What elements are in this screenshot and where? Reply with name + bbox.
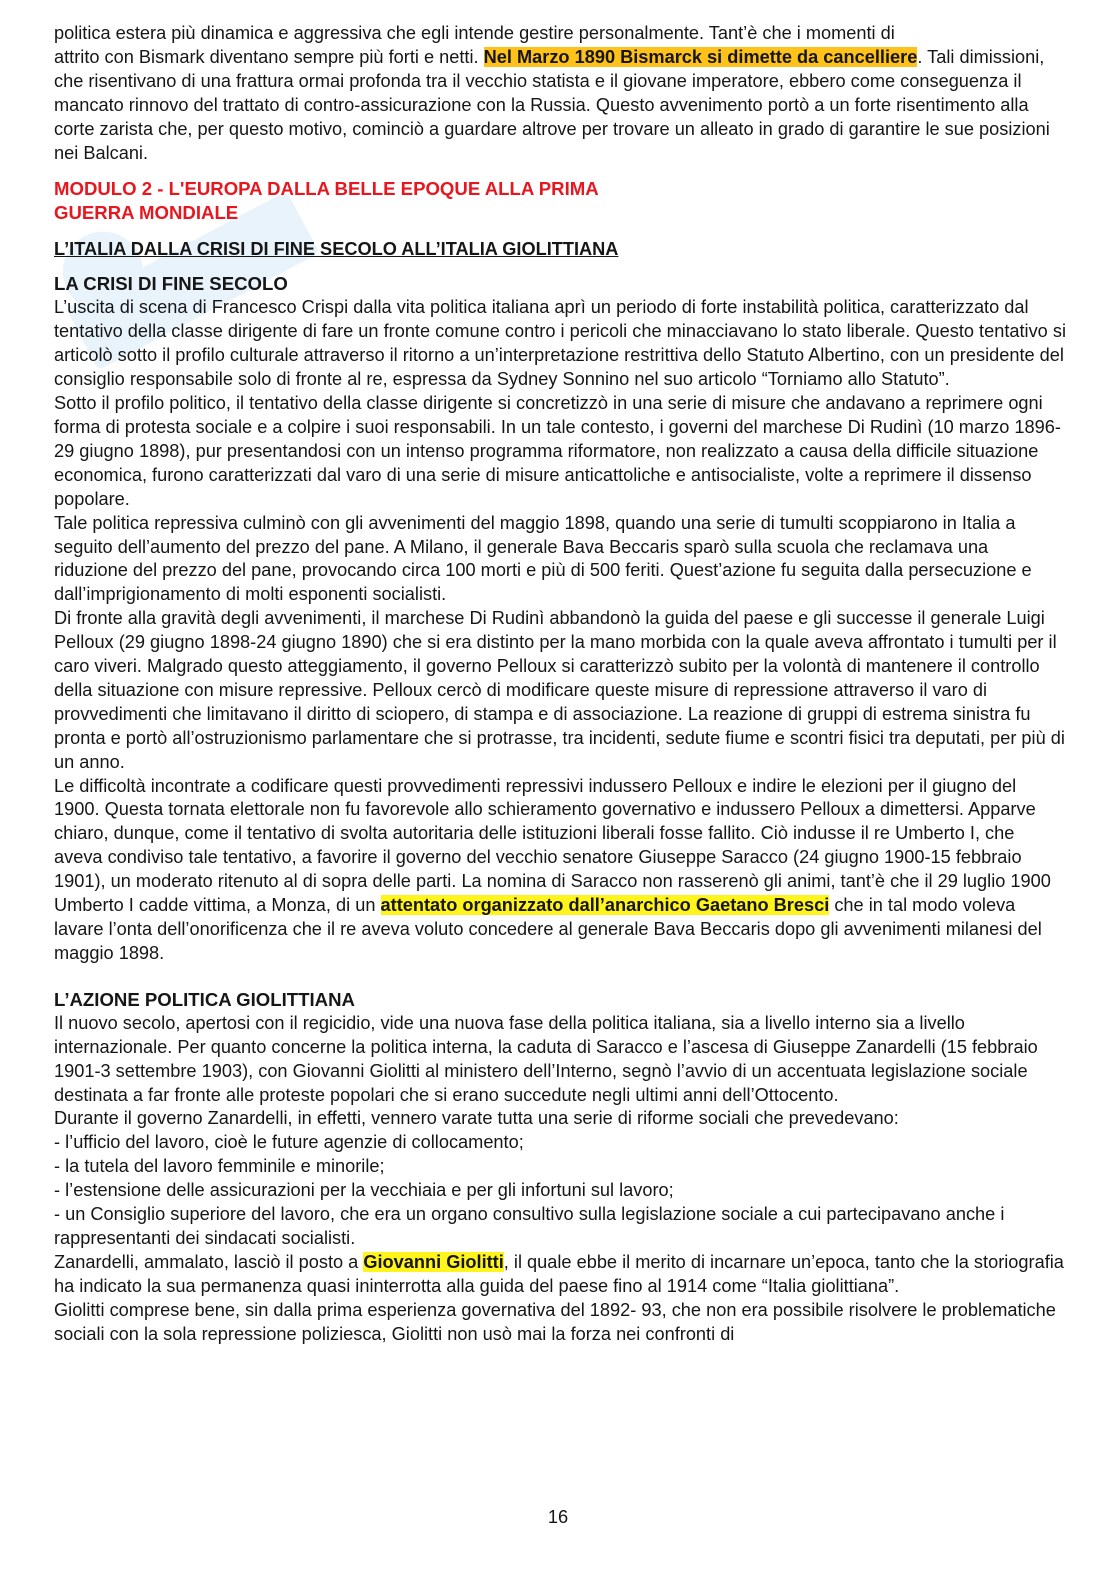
- reform-list-item-1: - l’ufficio del lavoro, cioè le future agenzie di collocamento;: [54, 1132, 524, 1153]
- reform-list-item-2: - la tutela del lavoro femminile e minorile;: [54, 1156, 385, 1177]
- page-number: 16: [547, 1507, 569, 1527]
- giolitti-3-text-before: Zanardelli, ammalato, lasciò il posto a: [54, 1251, 359, 1272]
- crisis-paragraph-3: Tale politica repressiva culminò con gli avvenimenti del maggio 1898, quando una serie di tumulti scoppiarono in Italia a seguito dell’aumento del prezzo del pane. A Milano, il generale Bava Beccaris sparò sulla scuola che reclamava una riduzione del prezzo del pane, provocando circa 100 morti e più di 500 feriti. Quest’azione fu seguita dalla persecuzione e dall’imprigionamento di molti esponenti socialisti.: [54, 512, 1032, 605]
- module-heading-line-1: MODULO 2 - L'EUROPA DALLA BELLE EPOQUE ALLA PRIMA: [54, 178, 599, 200]
- highlight-giolitti: Giovanni Giolitti: [363, 1251, 504, 1272]
- intro-line-2: attrito con Bismark diventano sempre più forti e netti.: [54, 46, 479, 67]
- crisis-paragraph-4: Di fronte alla gravità degli avvenimenti, il marchese Di Rudinì abbandonò la guida del paese e gli successe il generale Luigi Pelloux (29 giugno 1898-24 giugno 1890) che si era distinto per la mano morbida con la quale aveva affrontato i tumulti per il caro viveri. Malgrado questo atteggiamento, il governo Pelloux si caratterizzò subito per la volontà di mantenere il controllo della situazione con misure repressive. Pelloux cercò di modificare queste misure di repressione attraverso il varo di provvedimenti che limitavano il diritto di sciopero, di stampa e di associazione. La reazione di gruppi di estrema sinistra fu pronta e portò all’ostruzionismo parlamentare che si protrasse, tra incidenti, sedute fiume e scontri fisici tra deputati, per più di un anno.: [54, 608, 1065, 772]
- module-heading-line-2: GUERRA MONDIALE: [54, 202, 239, 224]
- crisis-paragraph-5: [54, 775, 1066, 966]
- section-heading-giolitti: L’AZIONE POLITICA GIOLITTIANA: [54, 988, 355, 1010]
- highlight-bismarck: Nel Marzo 1890 Bismarck si dimette da cancelliere: [483, 46, 918, 67]
- giolitti-paragraph-2: Durante il governo Zanardelli, in effetti, vennero varate tutta una serie di riforme sociali che prevedevano:: [54, 1108, 899, 1129]
- highlight-bresci: attentato organizzato dall’anarchico Gaetano Bresci: [380, 895, 830, 916]
- crisis-paragraph-2: Sotto il profilo politico, il tentativo della classe dirigente si concretizzò in una serie di misure che andavano a reprimere ogni forma di protesta sociale e a colpire i suoi responsabili. In un tale contesto, i governi del marchese Di Rudinì (10 marzo 1896-29 giugno 1898), pur presentandosi con un intenso programma riformatore, non realizzato a causa della difficile situazione economica, furono caratterizzati dal varo di una serie di misure anticattoliche e antisocialiste, volte a reprimere il dissenso popolare.: [54, 393, 1061, 509]
- giolitti-paragraph-4: Giolitti comprese bene, sin dalla prima esperienza governativa del 1892- 93, che non era possibile risolvere le problematiche sociali con la sola repressione poliziesca, Giolitti non usò mai la forza nei confronti di: [54, 1299, 1056, 1344]
- intro-rest: Tali dimissioni, che risentivano di una frattura ormai profonda tra il vecchio statista e il giovane imperatore, ebbero come conseguenza il mancato rinnovo del trattato di contro-assicurazione con la Russia. Questo avvenimento portò a un forte risentimento alla corte zarista che, per questo motivo, cominciò a guardare altrove per trovare un alleato in grado di garantire le sue posizioni nei Balcani.: [54, 46, 1050, 163]
- section-heading-crisis: LA CRISI DI FINE SECOLO: [54, 273, 288, 295]
- crisis-5-text-before: Le difficoltà incontrate a codificare questi provvedimenti repressivi indussero Pelloux e indire le elezioni per il giugno del 1900. Questa tornata elettorale non fu favorevole allo schieramento governativo e indussero Pelloux a dimettersi. Apparve chiaro, dunque, come il tentativo di svolta autoritaria delle istituzioni liberali fosse fallito. Ciò indusse il re Umberto I, che aveva condiviso tale tentativo, a favorire il governo del vecchio senatore Giuseppe Saracco (24 giugno 1900-15 febbraio 1901), un moderato ritenuto al di sopra delle parti. La nomina di Saracco non rasserenò gli animi, tant’è che il 29 luglio 1900 Umberto I cadde vittima, a Monza, di un: [54, 775, 1051, 916]
- crisis-paragraph-1: L’uscita di scena di Francesco Crispi dalla vita politica italiana aprì un periodo di forte instabilità politica, caratterizzato dal tentativo della classe dirigente di fare un fronte comune contro i pericoli che minacciavano lo stato liberale. Questo tentativo si articolò sotto il profilo culturale attraverso il ritorno a un’interpretazione restrittiva dello Statuto Albertino, con un presidente del consiglio responsabile solo di fronte al re, espressa da Sydney Sonnino nel suo articolo “Torniamo allo Statuto”.: [54, 297, 1066, 390]
- giolitti-paragraph-1: Il nuovo secolo, apertosi con il regicidio, vide una nuova fase della politica italiana, sia a livello interno sia a livello internazionale. Per quanto concerne la politica interna, la caduta di Saracco e l’ascesa di Giuseppe Zanardelli (15 febbraio 1901-3 settembre 1903), con Giovanni Giolitti al ministero dell’Interno, segnò l’avvio di un accentuata legislazione sociale destinata a far fronte alle proteste popolari che si erano succedute negli ultimi anni dell’Ottocento.: [54, 1012, 1038, 1105]
- giolitti-3-text-after: , il quale ebbe il merito di incarnare un’epoca, tanto che la storiografia ha indicato la sua permanenza quasi ininterrotta alla guida del paese fino al 1914 come “Italia giolittiana”.: [54, 1251, 1064, 1296]
- reform-list-item-3: - l’estensione delle assicurazioni per la vecchiaia e per gli infortuni sul lavoro;: [54, 1180, 674, 1201]
- document-page: [54, 22, 1066, 1347]
- intro-period: .: [917, 46, 923, 67]
- crisis-5-text-after: che in tal modo voleva lavare l’onta dell’onorificenza che il re aveva voluto concedere al generale Bava Beccaris dopo gli avvenimenti milanesi del maggio 1898.: [54, 895, 1042, 963]
- intro-paragraph: [54, 22, 1066, 165]
- module-heading: [54, 177, 1066, 225]
- intro-line-1: politica estera più dinamica e aggressiva che egli intende gestire personalmente. Tant’è che i momenti di: [54, 23, 895, 43]
- reform-list-item-4: - un Consiglio superiore del lavoro, che era un organo consultivo sulla legislazione sociale a cui partecipavano anche i rappresentanti dei sindacati socialisti.: [54, 1204, 1005, 1248]
- chapter-heading: L’ITALIA DALLA CRISI DI FINE SECOLO ALL’ITALIA GIOLITTIANA: [54, 239, 619, 260]
- giolitti-paragraph-3: [54, 1251, 1066, 1299]
